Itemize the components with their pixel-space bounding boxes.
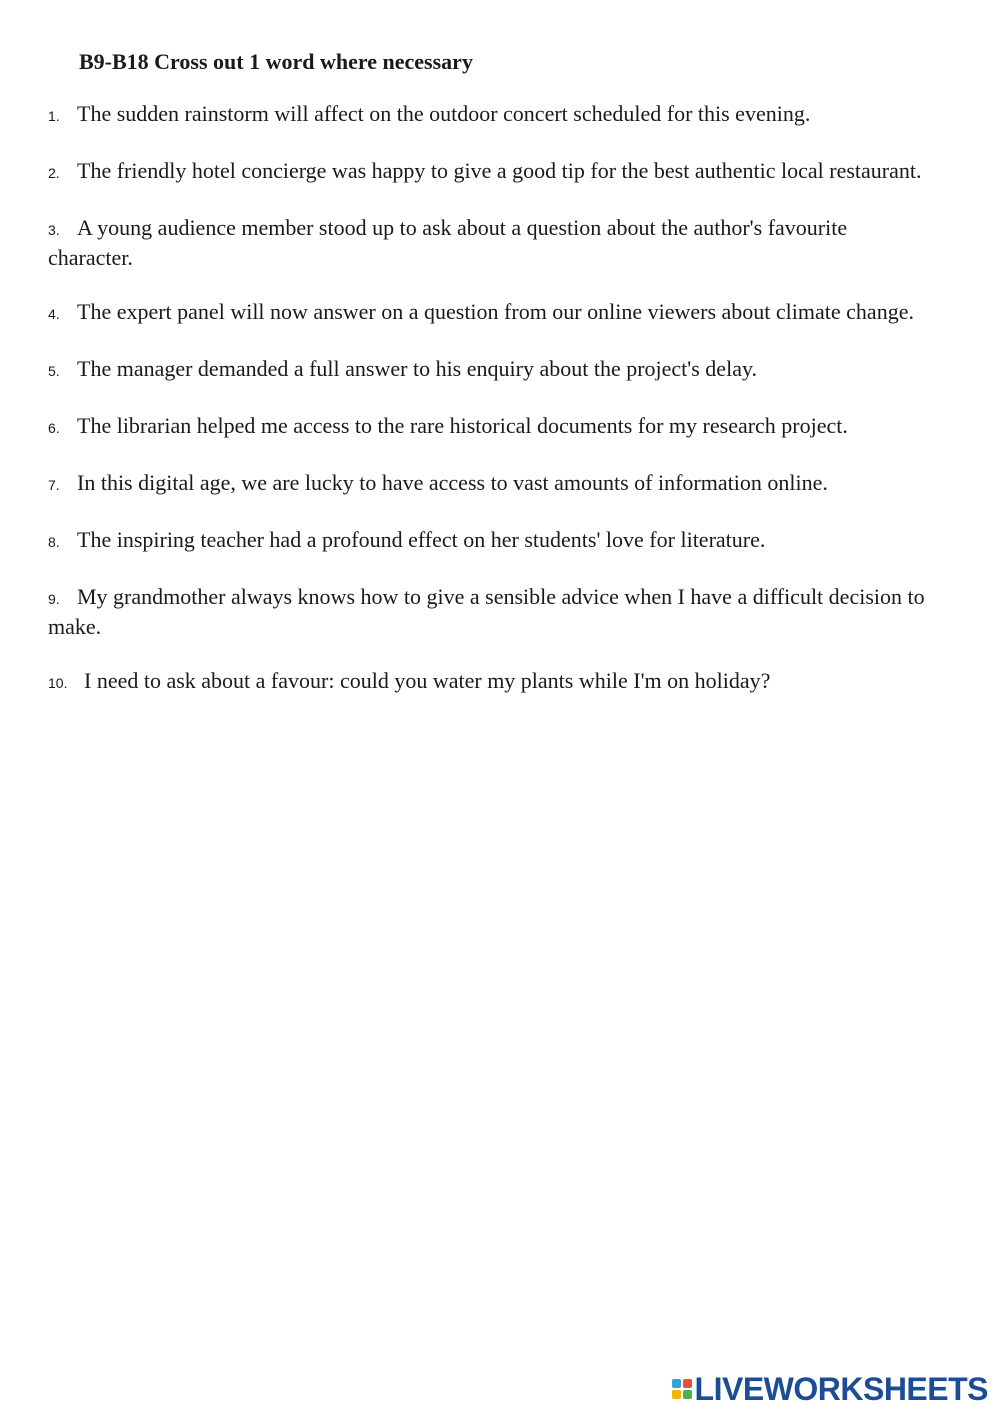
page-title: B9-B18 Cross out 1 word where necessary xyxy=(79,49,473,74)
logo-wordmark: LIVEWORKSHEETS xyxy=(694,1371,988,1407)
item-sentence[interactable]: The friendly hotel concierge was happy to give a good tip for the best authentic local restaurant. xyxy=(77,158,922,183)
logo-tile-v xyxy=(672,1390,681,1399)
logo-tile-e xyxy=(683,1390,692,1399)
item-number: 1. xyxy=(48,108,60,124)
item-sentence[interactable]: The manager demanded a full answer to his enquiry about the project's delay. xyxy=(77,356,758,381)
exercise-list xyxy=(48,100,928,724)
item-sentence[interactable]: My grandmother always knows how to give a sensible advice when I have a difficult decision to make. xyxy=(48,584,925,639)
list-item xyxy=(48,157,928,187)
list-item xyxy=(48,469,928,499)
item-number: 6. xyxy=(48,420,60,436)
list-item xyxy=(48,667,928,697)
item-number: 3. xyxy=(48,222,60,238)
item-number: 5. xyxy=(48,363,60,379)
item-sentence[interactable]: The inspiring teacher had a profound effect on her students' love for literature. xyxy=(77,527,766,552)
list-item xyxy=(48,100,928,130)
liveworksheets-logo-icon xyxy=(672,1379,692,1399)
item-sentence[interactable]: The expert panel will now answer on a question from our online viewers about climate change. xyxy=(77,299,914,324)
item-number: 10. xyxy=(48,675,68,691)
item-number: 9. xyxy=(48,591,60,607)
item-sentence[interactable]: The sudden rainstorm will affect on the outdoor concert scheduled for this evening. xyxy=(77,101,811,126)
item-sentence[interactable]: I need to ask about a favour: could you water my plants while I'm on holiday? xyxy=(84,668,771,693)
item-sentence[interactable]: The librarian helped me access to the rare historical documents for my research project. xyxy=(77,413,848,438)
item-number: 4. xyxy=(48,306,60,322)
list-item xyxy=(48,355,928,385)
item-sentence[interactable]: In this digital age, we are lucky to have access to vast amounts of information online. xyxy=(77,470,828,495)
list-item xyxy=(48,412,928,442)
list-item xyxy=(48,526,928,556)
list-item xyxy=(48,214,928,271)
item-sentence[interactable]: A young audience member stood up to ask about a question about the author's favourite character. xyxy=(48,215,848,270)
logo-tile-i xyxy=(683,1379,692,1388)
item-number: 2. xyxy=(48,165,60,181)
item-number: 8. xyxy=(48,534,60,550)
list-item xyxy=(48,583,928,640)
logo-tile-l xyxy=(672,1379,681,1388)
liveworksheets-logo[interactable] xyxy=(672,1371,988,1407)
list-item xyxy=(48,298,928,328)
item-number: 7. xyxy=(48,477,60,493)
